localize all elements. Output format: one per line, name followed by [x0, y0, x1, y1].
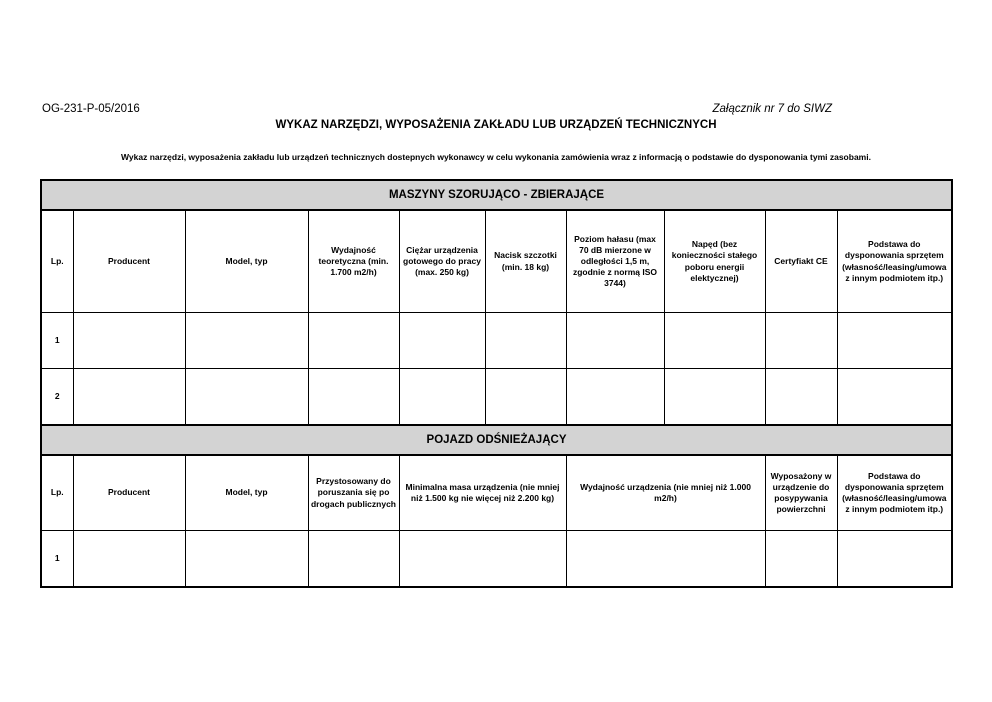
table-cell[interactable] [765, 369, 837, 426]
table-row [41, 531, 952, 588]
column-header: Producent [73, 455, 185, 531]
column-header: Wydajność urządzenia (nie mniej niż 1.000 m2/h) [566, 455, 765, 531]
equipment-table [40, 179, 953, 588]
table-cell[interactable] [664, 313, 765, 369]
table-cell[interactable] [837, 531, 952, 588]
table-cell[interactable] [308, 369, 399, 426]
table-cell[interactable] [73, 531, 185, 588]
document-id: OG-231-P-05/2016 [42, 103, 140, 115]
table-cell[interactable] [308, 313, 399, 369]
column-header: Nacisk szczotki (min. 18 kg) [485, 210, 566, 313]
table-cell[interactable] [399, 313, 485, 369]
table-row [41, 369, 952, 426]
row-number: 1 [41, 531, 73, 588]
table-cell[interactable] [765, 531, 837, 588]
column-header: Lp. [41, 210, 73, 313]
section-title: POJAZD ODŚNIEŻAJĄCY [41, 425, 952, 455]
column-header: Certyfiakt CE [765, 210, 837, 313]
table-cell[interactable] [399, 531, 566, 588]
column-header: Model, typ [185, 455, 308, 531]
table-cell[interactable] [185, 369, 308, 426]
column-header: Producent [73, 210, 185, 313]
section-header-cleaning-machines [41, 180, 952, 210]
column-header: Poziom hałasu (max 70 dB mierzone w odległości 1,5 m, zgodnie z normą ISO 3744) [566, 210, 664, 313]
column-header: Podstawa do dysponowania sprzętem (własność/leasing/umowa z innym podmiotem itp.) [837, 210, 952, 313]
table-cell[interactable] [566, 313, 664, 369]
table-cell[interactable] [73, 313, 185, 369]
table-cell[interactable] [185, 531, 308, 588]
table-cell[interactable] [308, 531, 399, 588]
column-header-row [41, 455, 952, 531]
table-row [41, 313, 952, 369]
column-header: Ciężar urządzenia gotowego do pracy (max. 250 kg) [399, 210, 485, 313]
column-header: Minimalna masa urządzenia (nie mniej niż 1.500 kg nie więcej niż 2.200 kg) [399, 455, 566, 531]
row-number: 2 [41, 369, 73, 426]
annex-label: Załącznik nr 7 do SIWZ [712, 103, 832, 115]
table-cell[interactable] [73, 369, 185, 426]
column-header-row [41, 210, 952, 313]
table-cell[interactable] [185, 313, 308, 369]
column-header: Wydajność teoretyczna (min. 1.700 m2/h) [308, 210, 399, 313]
section-header-snow-vehicle [41, 425, 952, 455]
column-header: Model, typ [185, 210, 308, 313]
intro-text: Wykaz narzędzi, wyposażenia zakładu lub urządzeń technicznych dostepnych wykonawcy w celu wykonania zamówienia wraz z informacją o podstawie do dysponowania tymi zasobami. [121, 152, 871, 162]
column-header: Lp. [41, 455, 73, 531]
table-cell[interactable] [837, 313, 952, 369]
table-cell[interactable] [485, 313, 566, 369]
table-cell[interactable] [765, 313, 837, 369]
column-header: Wyposażony w urządzenie do posypywania powierzchni [765, 455, 837, 531]
column-header: Napęd (bez konieczności stałego poboru energii elektycznej) [664, 210, 765, 313]
column-header: Przystosowany do poruszania się po drogach publicznych [308, 455, 399, 531]
table-cell[interactable] [837, 369, 952, 426]
table-cell[interactable] [566, 531, 765, 588]
page-title: WYKAZ NARZĘDZI, WYPOSAŻENIA ZAKŁADU LUB URZĄDZEŃ TECHNICZNYCH [275, 119, 717, 131]
row-number: 1 [41, 313, 73, 369]
table-cell[interactable] [485, 369, 566, 426]
table-cell[interactable] [664, 369, 765, 426]
section-title: MASZYNY SZORUJĄCO - ZBIERAJĄCE [41, 180, 952, 210]
column-header: Podstawa do dysponowania sprzętem (własność/leasing/umowa z innym podmiotem itp.) [837, 455, 952, 531]
table-cell[interactable] [399, 369, 485, 426]
table-cell[interactable] [566, 369, 664, 426]
